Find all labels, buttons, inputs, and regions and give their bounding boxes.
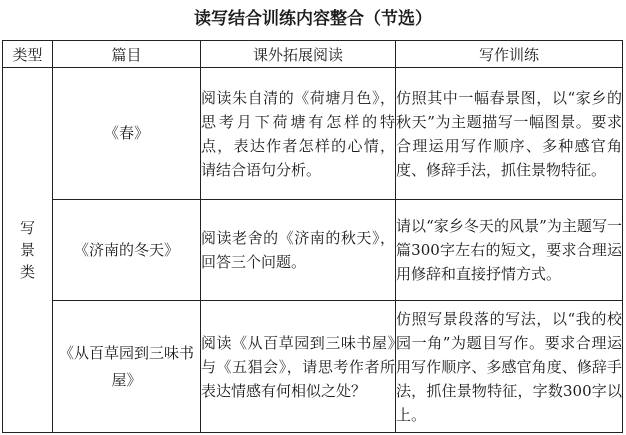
document-title: 读写结合训练内容整合（节选） bbox=[194, 9, 432, 29]
row-writing: 仿照其中一幅春景图，以“家乡的秋天”为主题描写一幅图景。要求合理运用写作顺序、多种感官角度、修辞手法，抓住景物特征。 bbox=[396, 68, 623, 200]
header-extended-reading: 课外拓展阅读 bbox=[201, 41, 396, 68]
row-title: 《从百草园到三味书屋》 bbox=[53, 301, 201, 433]
row-title: 《济南的冬天》 bbox=[53, 200, 201, 301]
category-label: 写景类 bbox=[20, 219, 36, 281]
table-header-row bbox=[3, 41, 623, 68]
row-title: 《春》 bbox=[53, 68, 201, 200]
row-writing: 仿照写景段落的写法，以“我的校园一角”为题目写作。要求合理运用写作顺序、多感官角度、修辞手法，抓住景物特征，字数300字以上。 bbox=[396, 301, 623, 433]
row-writing: 请以“家乡冬天的风景”为主题写一篇300字左右的短文，要求合理运用修辞和直接抒情方式。 bbox=[396, 200, 623, 301]
category-cell bbox=[3, 68, 53, 433]
table-row bbox=[3, 301, 623, 433]
row-reading: 阅读《从百草园到三味书屋》与《五猖会》，请思考作者所表达情感有何相似之处？ bbox=[201, 301, 396, 433]
row-reading: 阅读老舍的《济南的秋天》，回答三个问题。 bbox=[201, 200, 396, 301]
header-title: 篇目 bbox=[53, 41, 201, 68]
header-type: 类型 bbox=[3, 41, 53, 68]
header-writing-training: 写作训练 bbox=[396, 41, 623, 68]
table-row bbox=[3, 68, 623, 200]
content-table bbox=[2, 40, 623, 433]
row-reading: 阅读朱自清的《荷塘月色》，思考月下荷塘有怎样的特点，表达作者怎样的心情，请结合语句分析。 bbox=[201, 68, 396, 200]
table-row bbox=[3, 200, 623, 301]
